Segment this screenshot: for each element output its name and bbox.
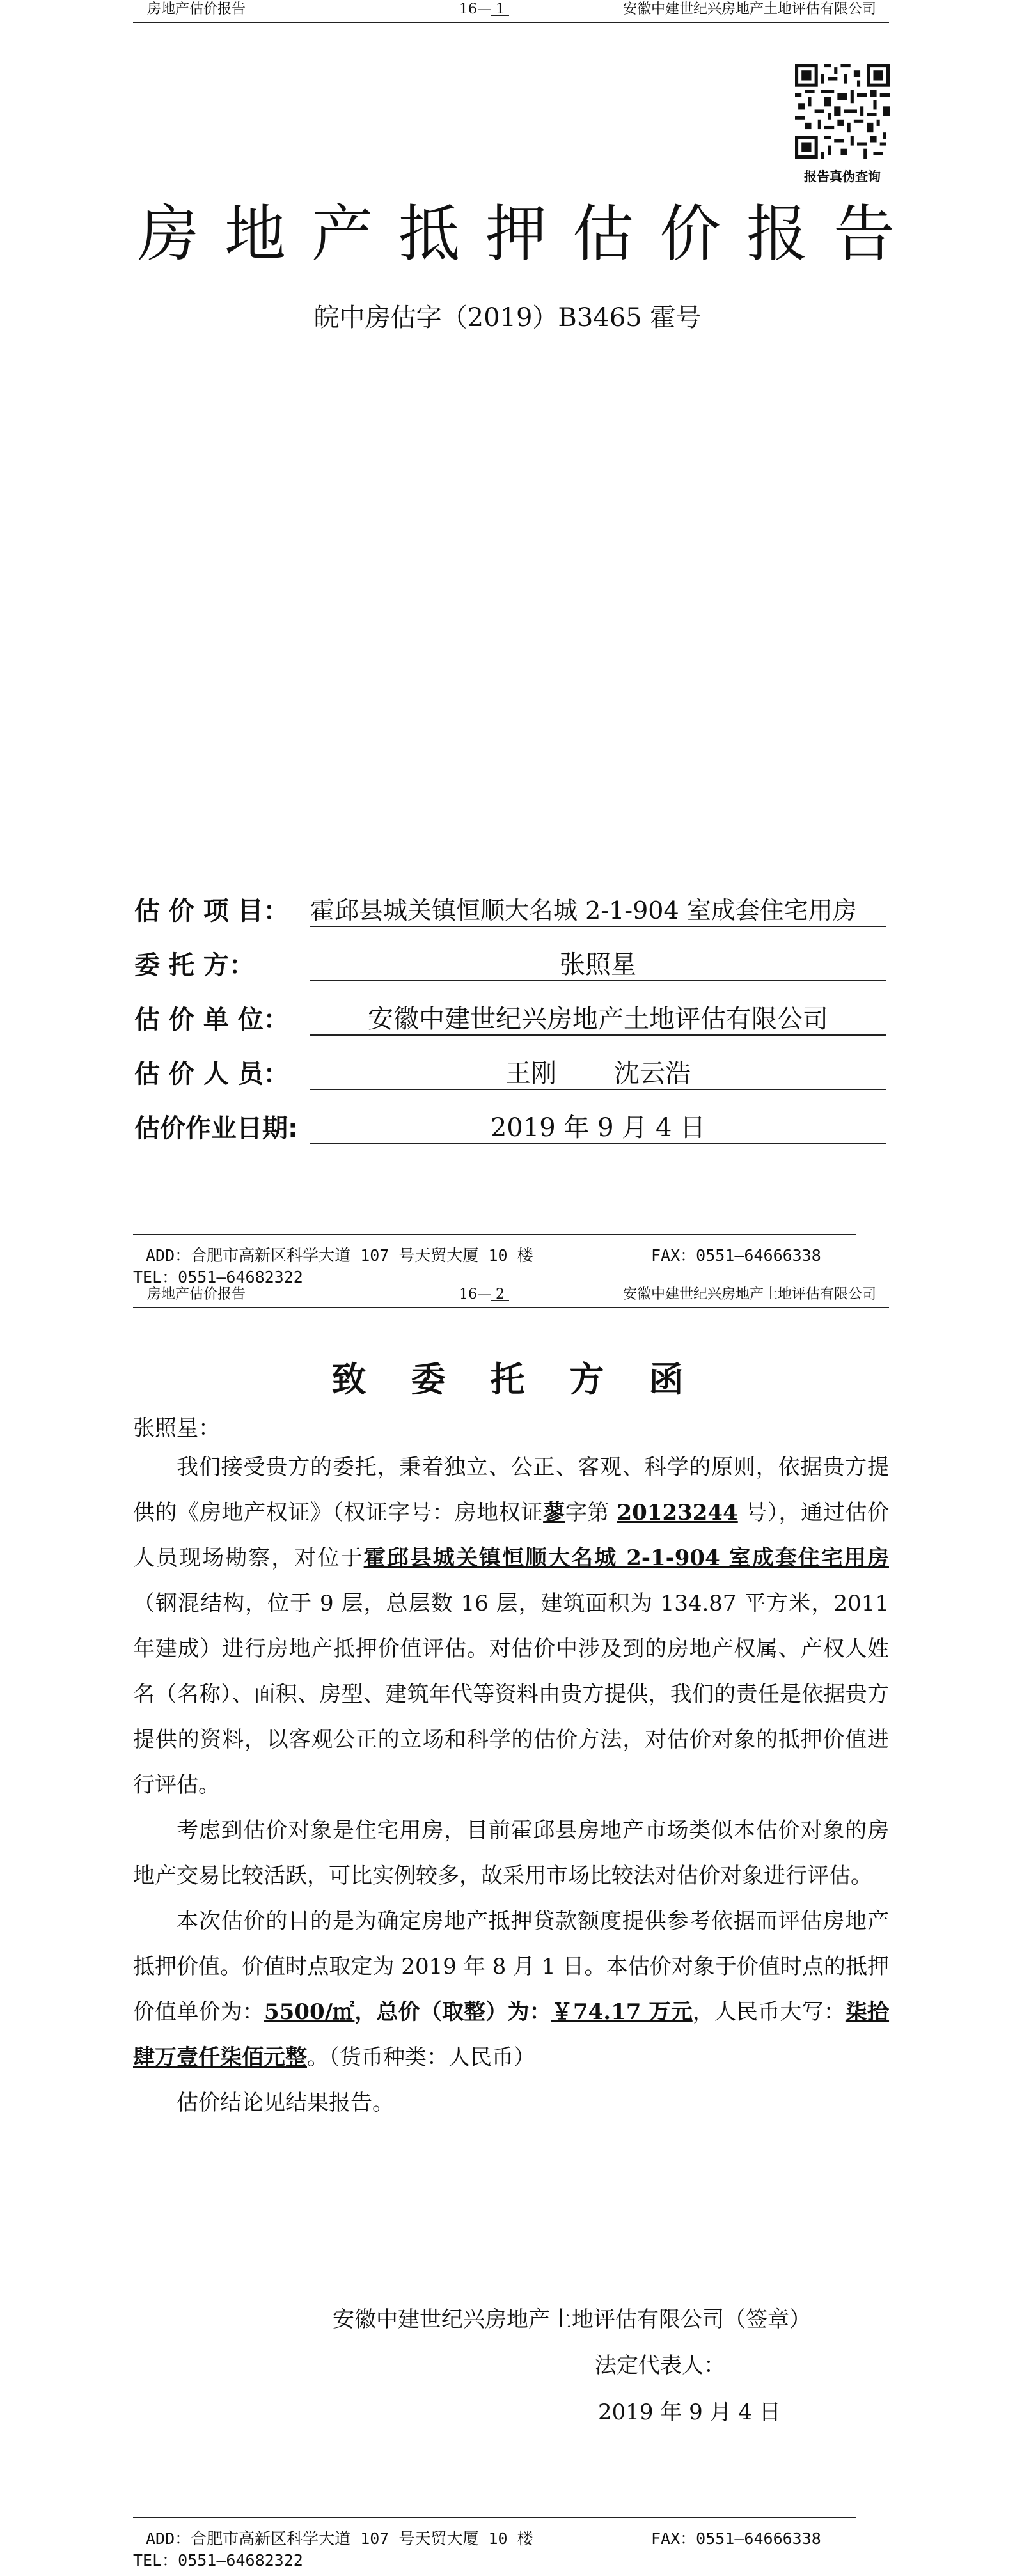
page-header [133,0,889,23]
header-page-number [459,0,509,19]
qr-caption: 报告真伪查询 [804,169,881,184]
client-letter-page [0,1285,1015,2576]
paragraph: 考虑到估价对象是住宅用房，目前霍邱县房地产市场类似本估价对象的房地产交易比较活跃，可比实例较多，故采用市场比较法对估价对象进行评估。 [133,1818,889,1889]
text: ，人民币大写： [692,1999,846,2025]
salutation: 张照星： [133,1416,220,1441]
header-company: 安徽中建世纪兴房地产土地评估有限公司 [622,1,876,17]
field-value: 2019 年 9 月 4 日 [310,1112,886,1144]
page-no: 1 [491,4,509,16]
report-reference-number: 皖中房估字（2019）B3465 霍号 [313,303,702,332]
text: 。（货币种类：人民币） [307,2045,535,2070]
page-prefix: 16— [459,1,491,17]
header-company: 安徽中建世纪兴房地产土地评估有限公司 [622,1286,876,1302]
field-value: 霍邱县城关镇恒顺大名城 2-1-904 室成套住宅用房 [310,895,886,927]
footer-divider [133,2517,856,2518]
footer-address: ADD：合肥市高新区科学大道 107 号天贸大厦 10 楼 [146,2529,533,2548]
field-label: 委 托 方： [134,951,255,980]
footer-tel: TEL：0551—64682322 [133,2551,303,2570]
letter-title: 致委托方函 [331,1359,728,1400]
unit-price: 5500/㎡ [264,1999,355,2025]
field-value [310,1058,886,1090]
paragraph: 估价结论见结果报告。 [177,2090,394,2116]
field-label: 估 价 单 位： [134,1005,289,1034]
letter-body [133,1445,889,2126]
header-report-type: 房地产估价报告 [147,1,246,17]
appraiser-name: 王刚 [505,1059,556,1088]
field-appraiser-company [134,999,886,1036]
qr-code-icon[interactable] [795,64,890,159]
signature-representative: 法定代表人： [595,2353,725,2378]
text: ，总价（取整）为： [354,1999,551,2025]
field-label: 估价作业日期: [134,1114,298,1143]
footer-address: ADD：合肥市高新区科学大道 107 号天贸大厦 10 楼 [146,1246,533,1265]
text: 号），通过估价人员现场勘察，对位于 [133,1500,890,1571]
header-page-number [459,1285,509,1304]
cert-district: 蓼 [543,1500,565,1526]
total-price-words: 柒拾肆万壹仟柒佰元整 [133,1999,890,2070]
appraiser-name: 沈云浩 [614,1059,691,1088]
footer-fax: FAX：0551—64666338 [651,2529,821,2548]
page-prefix: 16— [459,1286,491,1302]
text: 字第 [565,1500,617,1526]
report-title: 房地产抵押估价报告 [138,198,920,270]
field-value: 张照星 [310,949,886,981]
property-address: 霍邱县城关镇恒顺大名城 2-1-904 室成套住宅用房 [363,1545,889,1571]
page-header [133,1285,889,1308]
text: （钢混结构，位于 9 层，总层数 16 层，建筑面积为 134.87 平方米，2011 年建成）进行房地产抵押价值评估。对估价中涉及到的房地产权属、产权人姓名（名称）、面积、房型、建筑年代等资料由贵方提供，我们的责任是依据贵方提供的资料，以客观公正的立场和科学的估价方法，对估价对象的抵押价值进行评估。 [133,1591,889,1798]
field-client [134,945,886,981]
header-report-type: 房地产估价报告 [147,1286,246,1302]
field-project [134,891,886,927]
footer-divider [133,1234,856,1235]
text: 我们接受贵方的委托，秉着独立、公正、客观、科学的原则，依据贵方提供的《房地产权证》（权证字号：房地权证 [133,1455,889,1526]
total-price: ￥74.17 万元 [551,1999,693,2025]
footer-fax: FAX：0551—64666338 [651,1246,821,1265]
cert-number: 20123244 [617,1500,738,1526]
paragraph [133,1445,889,1808]
signature-date: 2019 年 9 月 4 日 [598,2400,781,2425]
field-label: 估 价 人 员： [134,1059,289,1089]
page-no: 2 [491,1289,509,1301]
field-appraisers [134,1054,886,1090]
field-label: 估 价 项 目： [134,896,289,926]
field-work-date [134,1108,886,1144]
field-value: 安徽中建世纪兴房地产土地评估有限公司 [310,1004,886,1036]
signature-company: 安徽中建世纪兴房地产土地评估有限公司（签章） [333,2307,811,2332]
paragraph [133,1899,889,2080]
footer-tel: TEL：0551—64682322 [133,1268,303,1286]
text: 本次估价的目的是为确定房地产抵押贷款额度提供参考依据而评估房地产抵押价值。价值时点取定为 2019 年 8 月 1 日。本估价对象于价值时点的抵押价值单价为： [133,1909,889,2025]
